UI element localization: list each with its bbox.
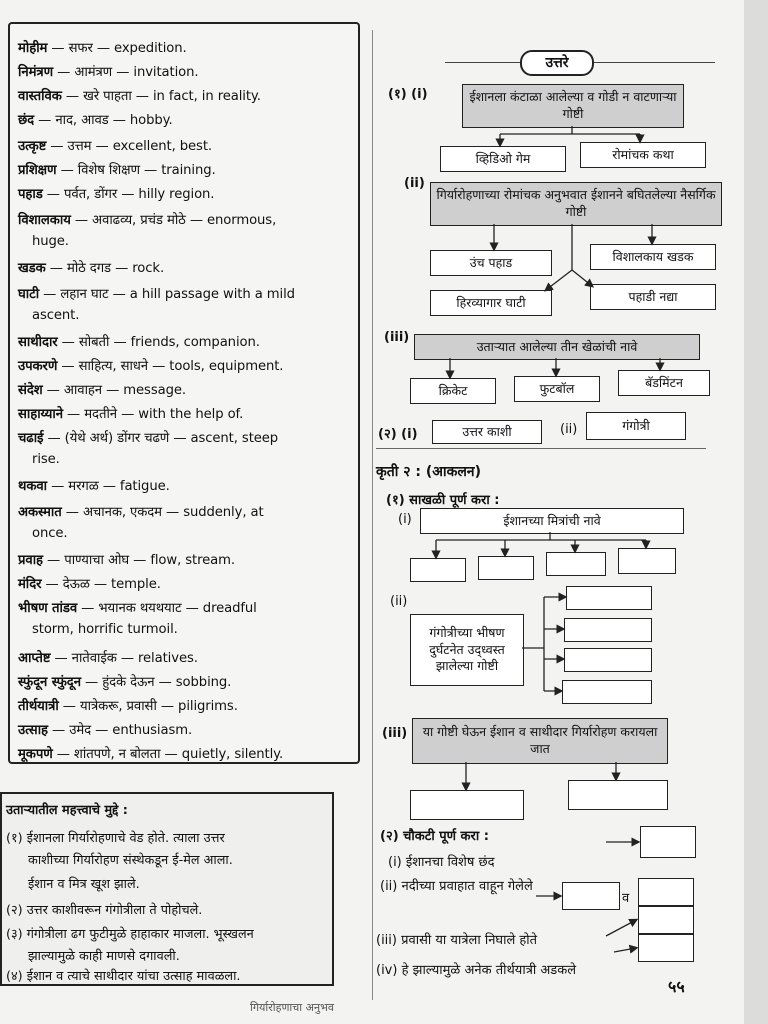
vocab-meaning: विशेष शिक्षण — training. xyxy=(77,163,216,178)
column-divider xyxy=(372,30,373,1000)
blank-box[interactable] xyxy=(410,558,466,582)
vocab-meaning: साहित्य, साधने — tools, equipment. xyxy=(78,359,284,374)
blank-box[interactable] xyxy=(638,934,694,962)
answers-title: उत्तरे xyxy=(520,50,594,76)
blank-box[interactable] xyxy=(638,878,694,906)
k2-ii-main: गंगोत्रीच्या भीषण दुर्घटनेत उद्ध्वस्त झालेल्या गोष्टी xyxy=(410,614,524,686)
q3-answer-box: फुटबॉल xyxy=(514,376,600,402)
vocab-term: मोहीम xyxy=(18,41,48,56)
vocab-meaning: अवाढव्य, प्रचंड मोठे — enormous, xyxy=(92,213,277,228)
vocab-entry: घाटी — लहान घाट — a hill passage with a mild xyxy=(18,287,295,302)
vocab-meaning: अचानक, एकदम — suddenly, at xyxy=(82,505,264,520)
vocab-term: घाटी xyxy=(18,287,40,302)
q3-answer-box: क्रिकेट xyxy=(410,378,496,404)
vocab-meaning: ascent. xyxy=(32,308,80,323)
vocab-entry: वास्तविक — खरे पाहता — in fact, in reality. xyxy=(18,89,261,104)
blank-box[interactable] xyxy=(618,548,676,574)
vocab-meaning: once. xyxy=(32,526,68,541)
vocab-meaning: खरे पाहता — in fact, in reality. xyxy=(83,89,261,104)
vocab-term: भीषण तांडव xyxy=(18,601,78,616)
kruti2-sub1: (१) साखळी पूर्ण करा : xyxy=(386,493,500,508)
q3-answer-box: बॅडमिंटन xyxy=(618,370,710,396)
vocab-meaning: हुंदके देऊन — sobbing. xyxy=(102,675,232,690)
vocab-meaning: मोठे दगड — rock. xyxy=(66,261,165,276)
blank-box[interactable] xyxy=(562,680,652,704)
vocab-term: उपकरणे xyxy=(18,359,58,374)
point-line: ईशान व मित्र खूश झाले. xyxy=(28,877,140,892)
q4-answer-box: उत्तर काशी xyxy=(432,420,542,444)
vocab-entry: प्रवाह — पाण्याचा ओघ — flow, stream. xyxy=(18,553,235,568)
chaukat-item: (ii) नदीच्या प्रवाहात वाहून गेलेले xyxy=(380,879,533,894)
vocab-entry: खडक — मोठे दगड — rock. xyxy=(18,261,165,276)
vocab-entry: प्रशिक्षण — विशेष शिक्षण — training. xyxy=(18,163,216,178)
vocab-entry: संदेश — आवाहन — message. xyxy=(18,383,186,398)
vocab-meaning: सोबती — friends, companion. xyxy=(78,335,260,350)
point-line: काशीच्या गिर्यारोहण संस्थेकडून ई-मेल आला. xyxy=(28,853,233,868)
vocab-meaning: आवाहन — message. xyxy=(63,383,186,398)
vocab-meaning: नातेवाईक — relatives. xyxy=(71,651,198,666)
vocab-meaning: rise. xyxy=(32,452,60,467)
q2-answer-box: उंच पहाड xyxy=(430,250,552,276)
vocab-term: तीर्थयात्री xyxy=(18,699,59,714)
page-edge-shadow xyxy=(744,0,768,1024)
vocab-entry: तीर्थयात्री — यात्रेकरू, प्रवासी — piligrims. xyxy=(18,699,238,714)
important-points-box xyxy=(0,792,334,986)
vocab-meaning: लहान घाट — a hill passage with a mild xyxy=(60,287,295,302)
blank-box[interactable] xyxy=(562,882,620,910)
vocab-meaning: यात्रेकरू, प्रवासी — piligrims. xyxy=(80,699,238,714)
blank-box[interactable] xyxy=(640,826,696,858)
q4-answer-box: गंगोत्री xyxy=(586,412,686,440)
kruti2-sub2: (२) चौकटी पूर्ण करा : xyxy=(380,829,489,844)
q1-answer-box: रोमांचक कथा xyxy=(580,142,706,168)
blank-box[interactable] xyxy=(568,780,668,810)
q1-answer-box: व्हिडिओ गेम xyxy=(440,146,566,172)
blank-box[interactable] xyxy=(410,790,524,820)
vocab-term: प्रशिक्षण xyxy=(18,163,57,178)
vocab-entry: साहाय्याने — मदतीने — with the help of. xyxy=(18,407,244,422)
blank-box[interactable] xyxy=(546,552,606,576)
vocab-meaning: आमंत्रण — invitation. xyxy=(74,65,199,80)
vocab-meaning: मरगळ — fatigue. xyxy=(68,479,170,494)
k2-iii-main: या गोष्टी घेऊन ईशान व साथीदार गिर्यारोहण करायला जात xyxy=(412,718,668,764)
vocab-entry: विशालकाय — अवाढव्य, प्रचंड मोठे — enormous, xyxy=(18,213,277,228)
chaukat-item: (iv) हे झाल्यामुळे अनेक तीर्थयात्री अडकले xyxy=(376,963,577,978)
q2-answer-box: हिरव्यागार घाटी xyxy=(430,290,552,316)
vocab-entry: उत्साह — उमेद — enthusiasm. xyxy=(18,723,193,738)
vocab-meaning: उत्तम — excellent, best. xyxy=(67,139,212,154)
vocab-entry: निमंत्रण — आमंत्रण — invitation. xyxy=(18,65,199,80)
vocab-entry: उपकरणे — साहित्य, साधने — tools, equipment. xyxy=(18,359,284,374)
vocab-entry xyxy=(32,622,178,637)
vocab-term: साहाय्याने xyxy=(18,407,63,422)
blank-box[interactable] xyxy=(564,648,652,672)
vocab-entry: स्फुंदून स्फुंदून — हुंदके देऊन — sobbing. xyxy=(18,675,232,690)
vocab-entry: उत्कृष्ट — उत्तम — excellent, best. xyxy=(18,139,212,154)
vocab-entry: मंदिर — देऊळ — temple. xyxy=(18,577,161,592)
vocab-term: वास्तविक xyxy=(18,89,62,104)
vocab-meaning: भयानक थयथयाट — dreadful xyxy=(98,601,257,616)
k2-i-main: ईशानच्या मित्रांची नावे xyxy=(420,508,684,534)
vocab-entry: साथीदार — सोबती — friends, companion. xyxy=(18,335,260,350)
vocab-meaning: शांतपणे, न बोलता — quietly, silently. xyxy=(73,747,284,762)
vocab-entry xyxy=(32,526,67,541)
vocab-entry: छंद — नाद, आवड — hobby. xyxy=(18,113,173,128)
vocab-meaning: huge. xyxy=(32,234,69,249)
vocab-term: उत्साह xyxy=(18,723,48,738)
vocab-entry: मोहीम — सफर — expedition. xyxy=(18,41,187,56)
vocab-term: उत्कृष्ट xyxy=(18,139,47,154)
point-line: (२) उत्तर काशीवरून गंगोत्रीला ते पोहोचले. xyxy=(6,903,203,918)
vocab-term: साथीदार xyxy=(18,335,58,350)
point-line: झाल्यामुळे काही माणसे दगावली. xyxy=(28,949,180,964)
k2-ii-label: (ii) xyxy=(390,594,408,609)
q2-answer-box: विशालकाय खडक xyxy=(590,244,716,270)
vocab-meaning: उमेद — enthusiasm. xyxy=(69,723,193,738)
vocab-entry: आप्तेष्ट — नातेवाईक — relatives. xyxy=(18,651,198,666)
q4-b-label: (ii) xyxy=(560,422,578,437)
points-title: उताऱ्यातील महत्त्वाचे मुद्दे : xyxy=(6,803,128,818)
vocab-term: थकवा xyxy=(18,479,48,494)
vocab-meaning: storm, horrific turmoil. xyxy=(32,622,178,637)
q3-main-box: उताऱ्यात आलेल्या तीन खेळांची नावे xyxy=(414,334,700,360)
blank-box[interactable] xyxy=(566,586,652,610)
vocab-entry: पहाड — पर्वत, डोंगर — hilly region. xyxy=(18,187,215,202)
vocab-term: निमंत्रण xyxy=(18,65,54,80)
vocab-term: विशालकाय xyxy=(18,213,71,228)
vocab-term: मूकपणे xyxy=(18,747,53,762)
kruti2-title: कृती २ : (आकलन) xyxy=(376,464,481,480)
chaukat-item: (iii) प्रवासी या यात्रेला निघाले होते xyxy=(376,933,538,948)
vocab-term: खडक xyxy=(18,261,46,276)
page-number: ५५ xyxy=(668,977,685,996)
vocab-entry xyxy=(32,234,69,249)
section-rule xyxy=(376,448,706,449)
vocab-entry: अकस्मात — अचानक, एकदम — suddenly, at xyxy=(18,505,264,520)
vocab-term: पहाड xyxy=(18,187,43,202)
q4-label: (२) (i) xyxy=(378,427,418,442)
vocab-term: स्फुंदून स्फुंदून xyxy=(18,675,81,690)
vocab-term: प्रवाह xyxy=(18,553,43,568)
q2-answer-box: पहाडी नद्या xyxy=(590,284,716,310)
q2-label: (ii) xyxy=(404,176,425,191)
blank-box[interactable] xyxy=(564,618,652,642)
point-line: (४) ईशान व त्याचे साथीदार यांचा उत्साह मावळला. xyxy=(6,969,241,984)
vocab-meaning: पाण्याचा ओघ — flow, stream. xyxy=(64,553,235,568)
vocab-entry: चढाई — (येथे अर्थ) डोंगर चढणे — ascent, steep xyxy=(18,431,279,446)
vocab-entry xyxy=(32,308,79,323)
vocab-meaning: पर्वत, डोंगर — hilly region. xyxy=(63,187,215,202)
k2-iii-label: (iii) xyxy=(382,726,408,741)
blank-box[interactable] xyxy=(478,556,534,580)
vocab-term: चढाई xyxy=(18,431,44,446)
footer-title: गिर्यारोहणाचा अनुभव xyxy=(250,1001,334,1014)
vocab-term: मंदिर xyxy=(18,577,42,592)
vocab-meaning: देऊळ — temple. xyxy=(62,577,161,592)
point-line: (१) ईशानला गिर्यारोहणाचे वेड होते. त्याला उत्तर xyxy=(6,831,225,846)
vocab-entry: मूकपणे — शांतपणे, न बोलता — quietly, silently. xyxy=(18,747,284,762)
vocabulary-box xyxy=(8,22,360,764)
vocab-term: आप्तेष्ट xyxy=(18,651,51,666)
vocab-term: छंद xyxy=(18,113,35,128)
vocab-entry: भीषण तांडव — भयानक थयथयाट — dreadful xyxy=(18,601,257,616)
q3-label: (iii) xyxy=(384,330,410,345)
vocab-meaning: सफर — expedition. xyxy=(68,41,187,56)
vocab-entry xyxy=(32,452,60,467)
chaukat-item: (i) ईशानचा विशेष छंद xyxy=(388,855,495,870)
q1-main-box: ईशानला कंटाळा आलेल्या व गोडी न वाटणाऱ्या गोष्टी xyxy=(462,84,684,128)
point-line: (३) गंगोत्रीला ढग फुटीमुळे हाहाकार माजला. भूस्खलन xyxy=(6,927,254,942)
q1-label: (१) (i) xyxy=(388,87,428,102)
vocab-meaning: मदतीने — with the help of. xyxy=(84,407,244,422)
vocab-term: अकस्मात xyxy=(18,505,62,520)
q2-main-box: गिर्यारोहणाच्या रोमांचक अनुभवात ईशानने बघितलेल्या नैसर्गिक गोष्टी xyxy=(430,182,722,226)
vocab-meaning: (येथे अर्थ) डोंगर चढणे — ascent, steep xyxy=(64,431,279,446)
vocab-term: संदेश xyxy=(18,383,43,398)
chaukat-join: व xyxy=(622,891,630,906)
k2-i-label: (i) xyxy=(398,512,412,527)
vocab-meaning: नाद, आवड — hobby. xyxy=(55,113,173,128)
vocab-entry: थकवा — मरगळ — fatigue. xyxy=(18,479,170,494)
blank-box[interactable] xyxy=(638,906,694,934)
